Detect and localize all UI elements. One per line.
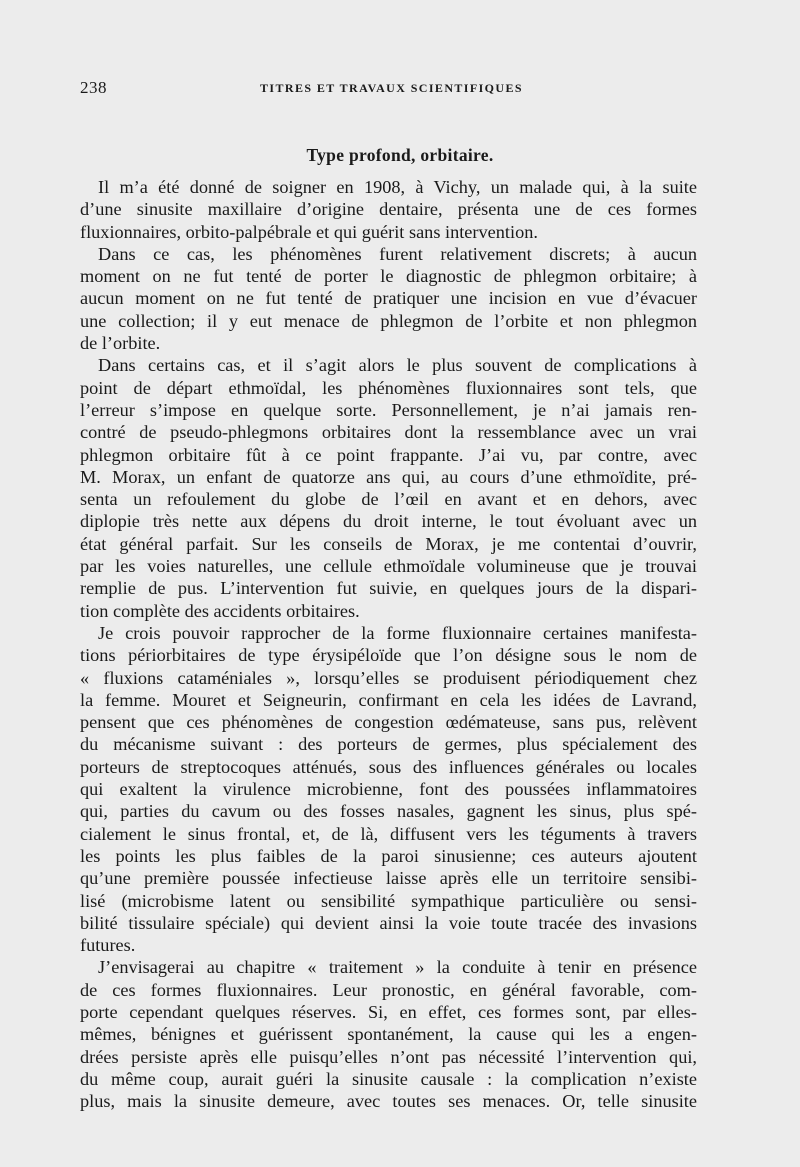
text-line: du mécanisme suivant : des porteurs de germes, plus spécialement des (80, 734, 697, 755)
text-line: contré de pseudo-phlegmons orbitaires dont la ressemblance avec un vrai (80, 422, 697, 443)
text-line: tion complète des accidents orbitaires. (80, 600, 360, 621)
paragraph (80, 243, 697, 354)
text-line: M. Morax, un enfant de quatorze ans qui, au cours d’une ethmoïdite, pré- (80, 466, 697, 487)
text-line: qui, parties du cavum ou des fosses nasales, gagnent les sinus, plus spé- (80, 801, 697, 822)
text-line: diplopie très nette aux dépens du droit interne, le tout évoluant avec un (80, 511, 697, 532)
body-text (80, 176, 697, 1112)
text-line: Dans ce cas, les phénomènes furent relativement discrets; à aucun (98, 243, 697, 264)
text-line: plus, mais la sinusite demeure, avec toutes ses menaces. Or, telle sinusite (80, 1091, 697, 1112)
running-title: TITRES ET TRAVAUX SCIENTIFIQUES (260, 81, 523, 95)
text-line: par les voies naturelles, une cellule ethmoïdale volumineuse que je trouvai (80, 556, 697, 577)
text-line: Je crois pouvoir rapprocher de la forme fluxionnaire certaines manifesta- (98, 622, 697, 643)
text-line: moment on ne fut tenté de porter le diagnostic de phlegmon orbitaire; à (80, 266, 697, 287)
text-line: les points les plus faibles de la paroi sinusienne; ces auteurs ajoutent (80, 845, 697, 866)
text-line: futures. (80, 935, 136, 956)
paragraph (80, 176, 697, 243)
paragraph (80, 354, 697, 622)
text-line: une collection; il y eut menace de phlegmon de l’orbite et non phlegmon (80, 310, 697, 331)
page-number: 238 (80, 78, 107, 97)
text-line: cialement le sinus frontal, et, de là, diffusent vers les téguments à travers (80, 823, 697, 844)
text-line: remplie de pus. L’intervention fut suivie, en quelques jours de la dispari- (80, 578, 697, 599)
text-line: qu’une première poussée infectieuse laisse après elle un territoire sensibi- (80, 868, 697, 889)
text-line: de ces formes fluxionnaires. Leur pronostic, en général favorable, com- (80, 979, 697, 1000)
paragraph (80, 956, 697, 1112)
running-header (80, 78, 720, 102)
text-line: Dans certains cas, et il s’agit alors le plus souvent de complications à (98, 355, 697, 376)
text-line: porte cependant quelques réserves. Si, en effet, ces formes sont, par elles- (80, 1001, 697, 1022)
text-line: qui exaltent la virulence microbienne, font des poussées inflammatoires (80, 779, 697, 800)
text-line: aucun moment on ne fut tenté de pratiquer une incision en vue d’évacuer (80, 288, 697, 309)
text-line: d’une sinusite maxillaire d’origine dentaire, présenta une de ces formes (80, 199, 697, 220)
text-line: drées persiste après elle puisqu’elles n’ont pas nécessité l’intervention qui, (80, 1046, 697, 1067)
text-line: fluxionnaires, orbito-palpébrale et qui guérit sans intervention. (80, 221, 538, 242)
text-line: point de départ ethmoïdal, les phénomènes fluxionnaires sont tels, que (80, 377, 697, 398)
text-line: J’envisagerai au chapitre « traitement » la conduite à tenir en présence (98, 957, 697, 978)
text-line: l’erreur s’impose en quelque sorte. Personnellement, je n’ai jamais ren- (80, 399, 697, 420)
text-line: bilité tissulaire spéciale) qui devient ainsi la voie toute tracée des invasions (80, 912, 697, 933)
text-line: senta un refoulement du globe de l’œil en avant et en dehors, avec (80, 489, 697, 510)
text-line: état général parfait. Sur les conseils de Morax, je me contentai d’ouvrir, (80, 533, 697, 554)
section-heading: Type profond, orbitaire. (306, 145, 494, 165)
text-line: « fluxions cataméniales », lorsqu’elles se produisent périodiquement chez (80, 667, 697, 688)
text-line: de l’orbite. (80, 333, 161, 354)
text-line: la femme. Mouret et Seigneurin, confirmant en cela les idées de Lavrand, (80, 689, 697, 710)
paragraph (80, 622, 697, 956)
text-line: phlegmon orbitaire fût à ce point frappante. J’ai vu, par contre, avec (80, 444, 697, 465)
text-line: mêmes, bénignes et guérissent spontanément, la cause qui les a engen- (80, 1024, 697, 1045)
text-line: tions périorbitaires de type érysipéloïde que l’on désigne sous le nom de (80, 645, 697, 666)
text-line: Il m’a été donné de soigner en 1908, à Vichy, un malade qui, à la suite (98, 177, 697, 197)
text-line: pensent que ces phénomènes de congestion œdémateuse, sans pus, relèvent (80, 712, 697, 733)
text-line: lisé (microbisme latent ou sensibilité sympathique particulière ou sensi- (80, 890, 697, 911)
text-line: du même coup, aurait guéri la sinusite causale : la complication n’existe (80, 1068, 697, 1089)
text-line: porteurs de streptocoques atténués, sous des influences générales ou locales (80, 756, 697, 777)
